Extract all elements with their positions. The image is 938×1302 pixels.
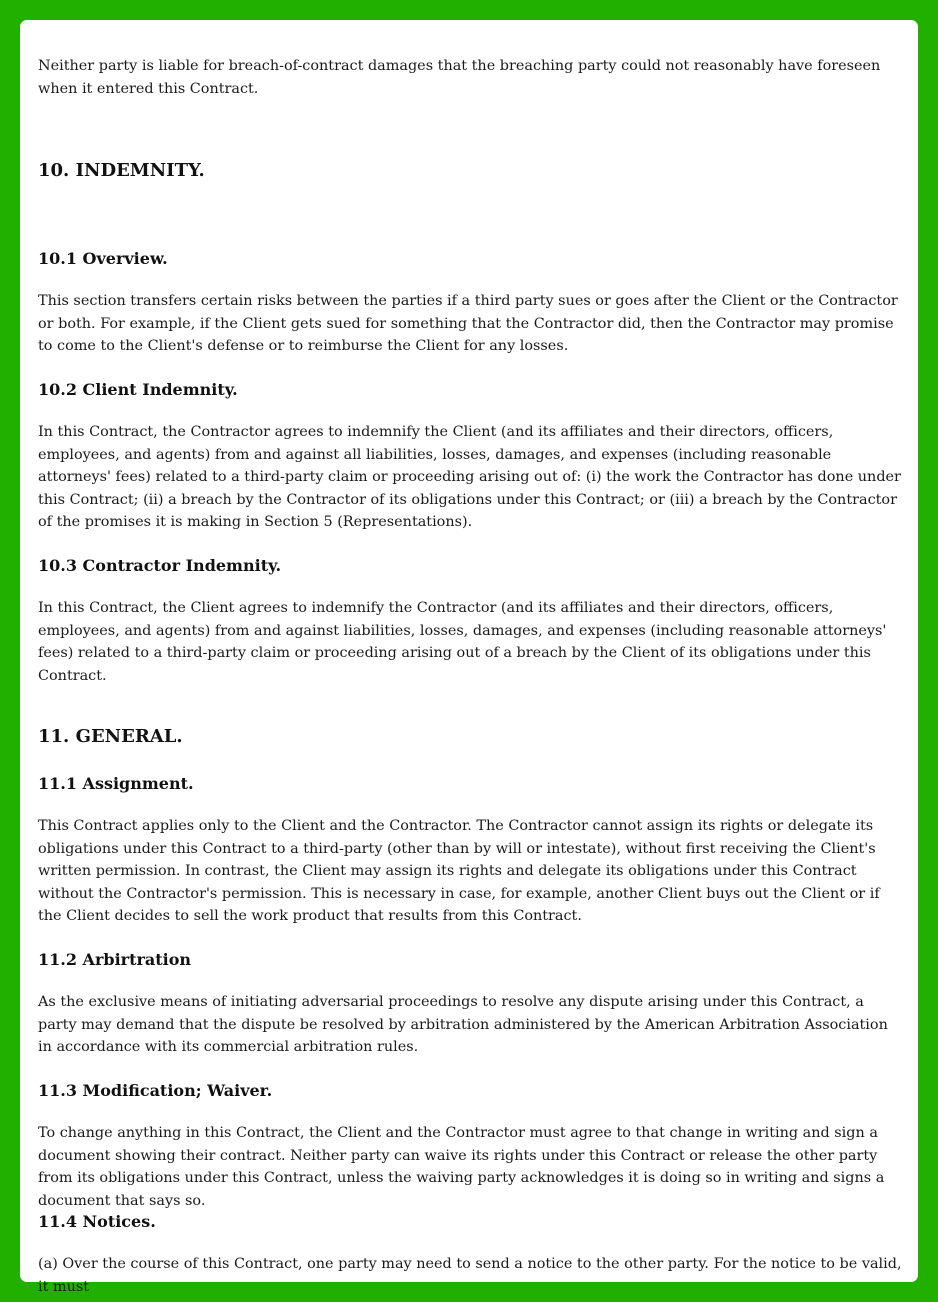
section-10-title: 10. INDEMNITY. [38,160,205,181]
section-11-2-body: As the exclusive means of initiating adversarial proceedings to resolve any dispute arising under this Contract, a party may demand that the dispute be resolved by arbitration administered by the American Arbitration Association in accordance with its commercial arbitration rules. [38,994,888,1056]
section-10-3-heading: 10.3 Contractor Indemnity. [38,556,282,575]
section-10-1-body: This section transfers certain risks between the parties if a third party sues or goes after the Client or the Contractor or both. For example, if the Client gets sued for something that the Contractor did, then the Contractor may promise to come to the Client's defense or to reimburse the Client for any losses. [38,293,898,355]
section-11-title: 11. GENERAL. [38,726,183,747]
section-11-3-body: To change anything in this Contract, the Client and the Contractor must agree to that change in writing and sign a document showing their contract. Neither party can waive its rights under this Contract or release the other party from its obligations under this Contract, unless the waiving party acknowledges it is doing so in writing and signs a document that says so. [38,1125,885,1209]
section-11-1-heading: 11.1 Assignment. [38,774,194,793]
section-11-2-heading: 11.2 Arbirtration [38,950,192,969]
section-10-2-heading: 10.2 Client Indemnity. [38,380,238,399]
document-page [20,20,918,1295]
intro-paragraph: Neither party is liable for breach-of-contract damages that the breaching party could not reasonably have foreseen when it entered this Contract. [38,58,881,97]
section-10-3-body: In this Contract, the Client agrees to indemnify the Contractor (and its affiliates and their directors, officers, employees, and agents) from and against liabilities, losses, damages, and expenses (including reasonable attorneys' fees) related to a third-party claim or proceeding arising out of a breach by the Client of its obligations under this Contract. [38,600,887,684]
section-10-1-heading: 10.1 Overview. [38,249,168,268]
section-10-2-body: In this Contract, the Contractor agrees to indemnify the Client (and its affiliates and their directors, officers, employees, and agents) from and against all liabilities, losses, damages, and expenses (including reasonable attorneys' fees) related to a third-party claim or proceeding arising out of: (i) the work the Contractor has done under this Contract; (ii) a breach by the Contractor of its obligations under this Contract; or (iii) a breach by the Contractor of the promises it is making in Section 5 (Representations). [38,424,901,531]
section-11-3-heading: 11.3 Modification; Waiver. [38,1081,273,1100]
section-11-1-body: This Contract applies only to the Client and the Contractor. The Contractor cannot assign its rights or delegate its obligations under this Contract to a third-party (other than by will or intestate), without first receiving the Client's written permission. In contrast, the Client may assign its rights and delegate its obligations under this Contract without the Contractor's permission. This is necessary in case, for example, another Client buys out the Client or if the Client decides to sell the work product that results from this Contract. [38,818,880,925]
section-11-4-body: (a) Over the course of this Contract, one party may need to send a notice to the other party. For the notice to be valid, it must [38,1256,902,1295]
section-11-4-heading: 11.4 Notices. [38,1212,156,1231]
